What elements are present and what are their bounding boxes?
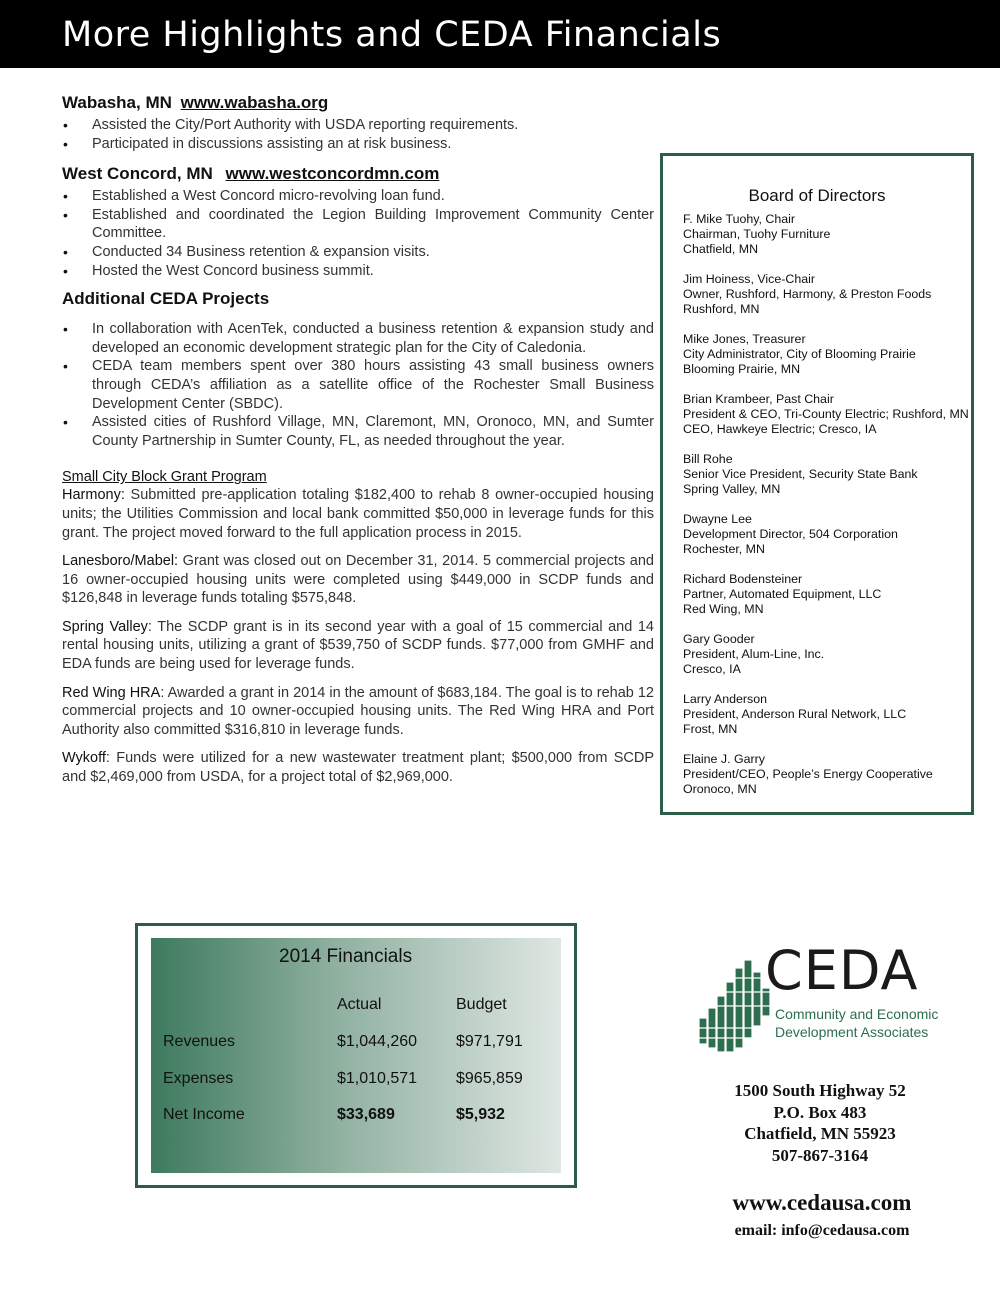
list-item: • CEDA team members spent over 380 hours assisting 43 small business owners through CEDA’s affiliation as a satellite office of the Rochester Small Business Development Center (SBDC).	[62, 357, 654, 413]
financials-box	[135, 923, 577, 1188]
west-concord-link[interactable]: www.westconcordmn.com	[225, 164, 440, 184]
board-members	[683, 212, 973, 812]
grant-text: Submitted pre-application totaling $182,400 to rehab 8 owner-occupied housing units; the Utilities Commission and local bank committed $50,000 in leverage funds for this grant. The project moved forward to the full application process in 2015.	[62, 487, 654, 541]
grant-text: Grant was closed out on December 31, 2014. 5 commercial projects and 16 owner-occupied housing units were completed using $449,000 in SCDP funds and $126,848 in leverage funds totaling $575,848.	[62, 553, 654, 607]
list-item: • Conducted 34 Business retention & expansion visits.	[62, 243, 654, 262]
address-line-2: P.O. Box 483	[773, 1102, 867, 1122]
board-member: Dwayne Lee Development Director, 504 Corporation Rochester, MN	[683, 512, 898, 556]
board-member: Gary Gooder President, Alum-Line, Inc. Cresco, IA	[683, 632, 825, 676]
list-item: • Hosted the West Concord business summit.	[62, 262, 654, 281]
board-member: Brian Krambeer, Past Chair President & CEO, Tri-County Electric; Rushford, MN CEO, Hawkeye Electric; Cresco, IA	[683, 392, 969, 436]
grant-name: Harmony:	[62, 487, 125, 504]
column-header-actual: Actual	[337, 996, 382, 1013]
financials-title: 2014 Financials	[279, 946, 413, 967]
grant-program-title: Small City Block Grant Program	[62, 469, 267, 486]
list-item: • In collaboration with AcenTek, conducted a business retention & expansion study and developed an economic development strategic plan for the City of Caledonia.	[62, 320, 654, 357]
email-link[interactable]: email: info@cedausa.com	[734, 1222, 910, 1239]
grant-text: : Funds were utilized for a new wastewater treatment plant; $500,000 from SCDP and $2,469,000 from USDA, for a project total of $2,969,000.	[62, 750, 654, 786]
grant-entry-wykoff	[62, 749, 654, 786]
wabasha-heading	[62, 92, 654, 114]
grant-name: Wykoff	[62, 750, 106, 767]
board-member: F. Mike Tuohy, Chair Chairman, Tuohy Furniture Chatfield, MN	[683, 212, 831, 256]
expenses-actual: $1,010,571	[337, 1070, 418, 1087]
west-concord-list	[62, 187, 654, 280]
website-link[interactable]: www.cedausa.com	[732, 1190, 912, 1215]
contact-address	[700, 1080, 940, 1166]
grant-text: : Awarded a grant in 2014 in the amount of $683,184. The goal is to rehab 12 commercial projects and 10 owner-occupied housing units. The Red Wing HRA and Port Authority also committed $316,810 in leverage funds.	[62, 684, 654, 738]
board-member: Larry Anderson President, Anderson Rural Network, LLC Frost, MN	[683, 692, 907, 736]
board-member: Mike Jones, Treasurer City Administrator, City of Blooming Prairie Blooming Prairie, MN	[683, 332, 916, 376]
board-member: Elaine J. Garry President/CEO, People’s Energy Cooperative Oronoco, MN	[683, 752, 933, 796]
grant-entry-red-wing	[62, 684, 654, 740]
net-income-budget: $5,932	[456, 1106, 505, 1123]
board-member: Richard Bodensteiner Partner, Automated Equipment, LLC Red Wing, MN	[683, 572, 882, 616]
row-label-net-income: Net Income	[163, 1106, 245, 1123]
grant-name: Red Wing HRA	[62, 684, 161, 701]
list-item: • Established and coordinated the Legion Building Improvement Community Center Committee.	[62, 206, 654, 243]
board-member: Jim Hoiness, Vice-Chair Owner, Rushford, Harmony, & Preston Foods Rushford, MN	[683, 272, 932, 316]
page-title: More Highlights and CEDA Financials	[62, 15, 722, 55]
board-member: Bill Rohe Senior Vice President, Security State Bank Spring Valley, MN	[683, 452, 918, 496]
list-item: • Assisted cities of Rushford Village, MN, Claremont, MN, Oronoco, MN, and Sumter County Partnership in Sumter County, FL, as needed throughout the year.	[62, 413, 654, 450]
list-item: • Assisted the City/Port Authority with USDA reporting requirements.	[62, 116, 654, 135]
net-income-actual: $33,689	[337, 1106, 395, 1123]
grant-name: Spring Valley	[62, 618, 148, 635]
revenues-actual: $1,044,260	[337, 1033, 418, 1050]
logo-wordmark: CEDA	[765, 939, 919, 1002]
grant-entry-harmony	[62, 486, 654, 542]
address-city: Chatfield, MN 55923	[744, 1124, 896, 1143]
building-blocks-icon	[697, 958, 773, 1068]
logo-tagline-1: Community and Economic	[775, 1006, 939, 1022]
wabasha-list	[62, 116, 654, 153]
header-banner	[0, 0, 1000, 68]
list-item: • Participated in discussions assisting an at risk business.	[62, 135, 654, 154]
wabasha-name: Wabasha, MN	[62, 93, 172, 112]
additional-projects-heading: Additional CEDA Projects	[62, 289, 270, 309]
grant-text: : The SCDP grant is in its second year with a goal of 15 commercial and 14 rental housing units, utilizing a grant of $539,750 of SCDP funds. $77,000 from GMHF and EDA funds are being used for leverage funds.	[62, 618, 654, 673]
expenses-budget: $965,859	[456, 1070, 523, 1087]
west-concord-heading	[62, 163, 654, 185]
address-line-1: 1500 South Highway 52	[734, 1081, 906, 1100]
board-title: Board of Directors	[748, 186, 886, 205]
additional-projects-list	[62, 320, 654, 450]
address-phone: 507-867-3164	[771, 1145, 869, 1165]
logo-tagline-2: Development Associates	[775, 1024, 929, 1040]
grant-entry-lanesboro	[62, 552, 654, 608]
row-label-expenses: Expenses	[163, 1070, 234, 1087]
grant-name: Lanesboro/Mabel:	[62, 553, 179, 570]
row-label-revenues: Revenues	[163, 1033, 236, 1050]
west-concord-name: West Concord, MN	[62, 164, 213, 184]
grant-entry-spring-valley	[62, 618, 654, 674]
financials-panel	[151, 938, 561, 1173]
board-of-directors-box	[660, 153, 974, 815]
ceda-logo	[697, 939, 957, 1054]
column-header-budget: Budget	[456, 996, 507, 1013]
revenues-budget: $971,791	[456, 1033, 523, 1050]
highlights-column	[62, 92, 654, 797]
wabasha-link[interactable]: www.wabasha.org	[180, 93, 329, 112]
list-item: • Established a West Concord micro-revolving loan fund.	[62, 187, 654, 206]
